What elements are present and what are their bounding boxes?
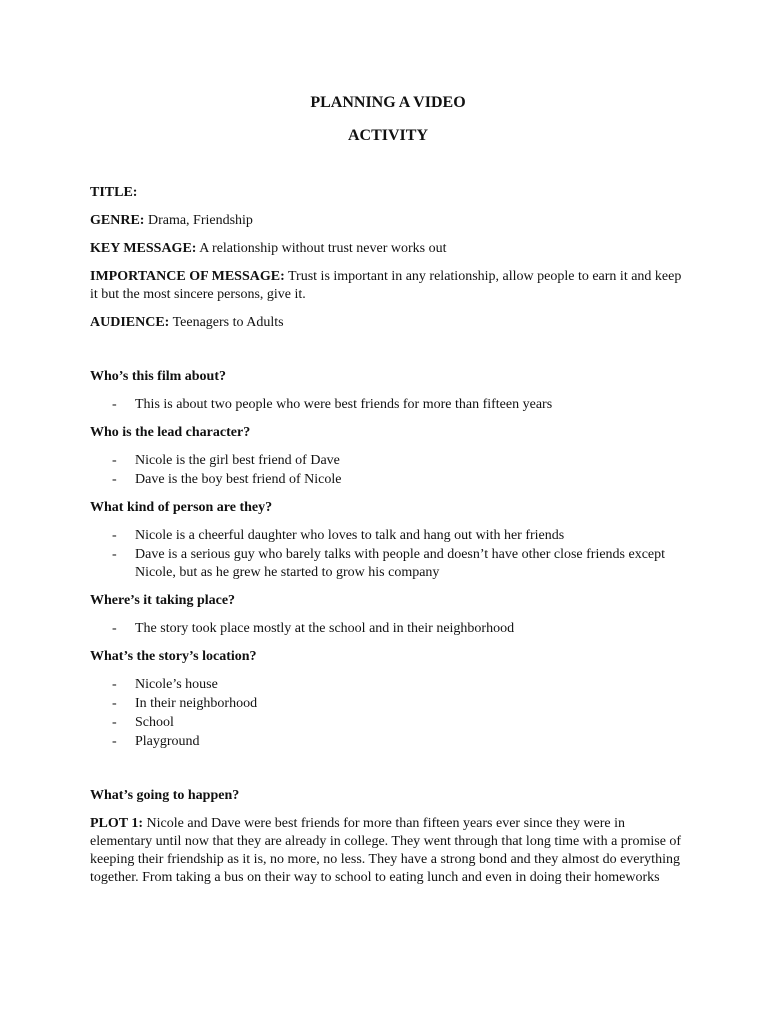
dash-bullet: - bbox=[112, 621, 117, 636]
plot-text: Nicole and Dave were best friends for more than fifteen years ever since they were in elementary until now that they are already in college. They went through that long time with a promise of keeping their friendship as it is, no more, no less. They have a strong bond and they almost do everything together. From taking a bus on their way to school to eating lunch and even in doing their homeworks bbox=[90, 816, 682, 885]
question-lead-character: Who is the lead character? bbox=[90, 425, 251, 440]
dash-bullet: - bbox=[112, 715, 117, 730]
list-item bbox=[90, 471, 686, 489]
document-title: PLANNING A VIDEO bbox=[310, 94, 466, 111]
question-location: What’s the story’s location? bbox=[90, 649, 257, 664]
list-location bbox=[90, 676, 686, 751]
list-item-text: School bbox=[135, 715, 174, 730]
plot-paragraph bbox=[90, 815, 686, 887]
dash-bullet: - bbox=[112, 547, 117, 562]
list-taking-place bbox=[90, 620, 686, 638]
list-item-text: In their neighborhood bbox=[135, 696, 258, 711]
list-item bbox=[90, 695, 686, 713]
audience-field bbox=[90, 314, 686, 332]
list-item-text: Dave is the boy best friend of Nicole bbox=[135, 472, 342, 487]
genre-value: Drama, Friendship bbox=[147, 213, 253, 228]
title-label: TITLE: bbox=[90, 185, 138, 200]
title-field bbox=[90, 184, 686, 202]
list-film-about bbox=[90, 396, 686, 414]
list-item bbox=[90, 620, 686, 638]
list-item-text: Nicole’s house bbox=[135, 677, 218, 692]
key-message-field bbox=[90, 240, 686, 258]
dash-bullet: - bbox=[112, 696, 117, 711]
dash-bullet: - bbox=[112, 397, 117, 412]
key-message-value: A relationship without trust never works out bbox=[199, 241, 447, 256]
question-kind-of-person: What kind of person are they? bbox=[90, 500, 273, 515]
dash-bullet: - bbox=[112, 472, 117, 487]
document-subtitle: ACTIVITY bbox=[347, 127, 428, 144]
importance-field bbox=[90, 268, 686, 304]
list-item bbox=[90, 546, 686, 582]
importance-value: Trust is important in any relationship, allow people to earn it and keep it but the most sincere persons, give it. bbox=[90, 269, 682, 302]
plot-label: PLOT 1: bbox=[90, 816, 144, 831]
list-item-text: This is about two people who were best friends for more than fifteen years bbox=[135, 397, 553, 412]
list-item bbox=[90, 733, 686, 751]
dash-bullet: - bbox=[112, 528, 117, 543]
dash-bullet: - bbox=[112, 734, 117, 749]
importance-label: IMPORTANCE OF MESSAGE: bbox=[90, 269, 285, 284]
list-item-text: Playground bbox=[135, 734, 200, 749]
question-happen: What’s going to happen? bbox=[90, 788, 240, 803]
dash-bullet: - bbox=[112, 453, 117, 468]
question-film-about: Who’s this film about? bbox=[90, 369, 227, 384]
genre-label: GENRE: bbox=[90, 213, 145, 228]
list-item bbox=[90, 714, 686, 732]
list-kind-of-person bbox=[90, 527, 686, 582]
list-item bbox=[90, 452, 686, 470]
list-item bbox=[90, 676, 686, 694]
question-taking-place: Where’s it taking place? bbox=[90, 593, 236, 608]
dash-bullet: - bbox=[112, 677, 117, 692]
spacer bbox=[90, 761, 686, 787]
list-item-text: Nicole is the girl best friend of Dave bbox=[135, 453, 340, 468]
list-item-text: Nicole is a cheerful daughter who loves to talk and hang out with her friends bbox=[135, 528, 565, 543]
document-page bbox=[90, 92, 686, 887]
list-item bbox=[90, 396, 686, 414]
list-item bbox=[90, 527, 686, 545]
list-lead-character bbox=[90, 452, 686, 489]
audience-value: Teenagers to Adults bbox=[172, 315, 284, 330]
audience-label: AUDIENCE: bbox=[90, 315, 170, 330]
spacer bbox=[90, 342, 686, 368]
genre-field bbox=[90, 212, 686, 230]
list-item-text: The story took place mostly at the school and in their neighborhood bbox=[135, 621, 515, 636]
list-item-text: Dave is a serious guy who barely talks with people and doesn’t have other close friends except Nicole, but as he grew he started to grow his company bbox=[135, 547, 666, 580]
key-message-label: KEY MESSAGE: bbox=[90, 241, 197, 256]
